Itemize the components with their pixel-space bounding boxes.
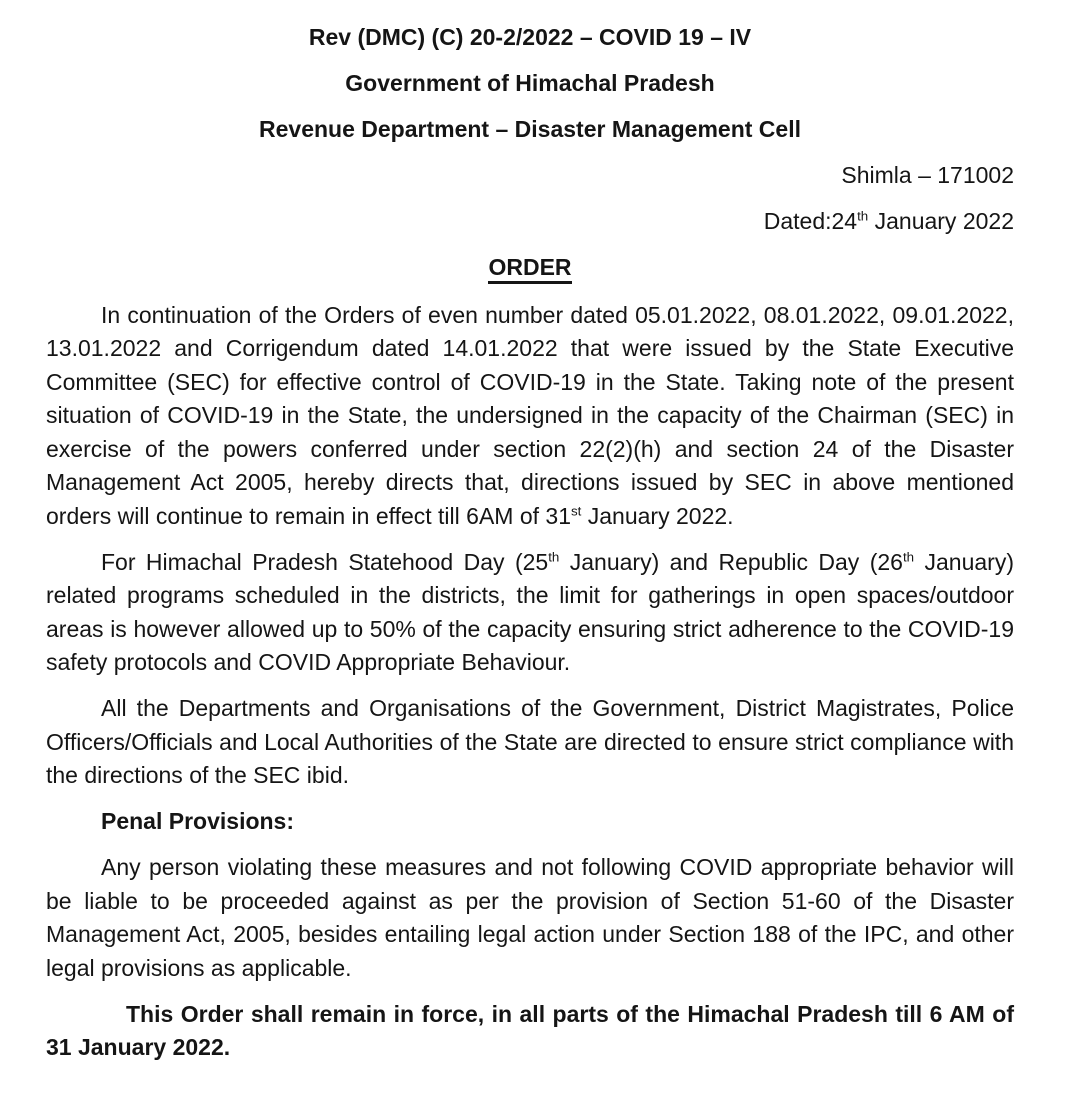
- paragraph-penal-provisions: Any person violating these measures and not following COVID appropriate behavior will be liable to be proceeded against as per the provision of Section 51-60 of the Disaster Management Act, 2005, besides entailing legal action under Section 188 of the IPC, and other legal provisions as applicable.: [46, 854, 1014, 981]
- date-suffix: January 2022: [868, 208, 1014, 234]
- paragraph-closing-order: This Order shall remain in force, in all parts of the Himachal Pradesh till 6 AM of 31 January 2022.: [46, 1000, 1014, 1060]
- place-line: Shimla – 171002: [841, 162, 1014, 188]
- statehood-seg3: January) related programs scheduled in the districts, the limit for gatherings in open spaces/outdoor areas is however allowed up to 50% of the capacity ensuring strict adherence to the COVID-19 safety protocols and COVID Appropriate Behaviour.: [46, 548, 1014, 675]
- paragraph-continuation-tail: January 2022.: [581, 502, 734, 529]
- penal-provisions-heading: Penal Provisions:: [101, 808, 295, 834]
- department-name: Revenue Department – Disaster Management Cell: [259, 116, 801, 142]
- order-title-text: ORDER: [488, 254, 571, 284]
- ordinal-superscript-31st: st: [571, 502, 582, 518]
- date-line: [46, 205, 1014, 239]
- order-title: [46, 251, 1014, 285]
- ordinal-superscript-26th: th: [902, 548, 915, 564]
- date-prefix: Dated:24: [763, 208, 858, 234]
- paragraph-continuation: [46, 299, 1014, 534]
- paragraph-continuation-text: In continuation of the Orders of even number dated 05.01.2022, 08.01.2022, 09.01.2022, 13.01.2022 and Corrigendum dated 14.01.2022 that were issued by the State Executive Committee (SEC) for effective control of COVID-19 in the State. Taking note of the present situation of COVID-19 in the State, the undersigned in the capacity of the Chairman (SEC) in exercise of the powers conferred under section 22(2)(h) and section 24 of the Disaster Management Act 2005, hereby directs that, directions issued by SEC in above mentioned orders will continue to remain in effect till 6AM of 31: [46, 301, 1014, 529]
- government-name: Government of Himachal Pradesh: [345, 70, 715, 96]
- paragraph-statehood-day: [46, 546, 1014, 680]
- statehood-seg1: For Himachal Pradesh Statehood Day (25: [101, 548, 549, 575]
- order-reference: Rev (DMC) (C) 20-2/2022 – COVID 19 – IV: [308, 24, 752, 50]
- date-ordinal-superscript: th: [857, 208, 869, 224]
- statehood-seg2: January) and Republic Day (26: [559, 548, 903, 575]
- paragraph-departments-compliance: All the Departments and Organisations of the Government, District Magistrates, Police Officers/Officials and Local Authorities of the State are directed to ensure strict compliance with the directions of the SEC ibid.: [46, 695, 1014, 788]
- ordinal-superscript-25th: th: [548, 548, 560, 564]
